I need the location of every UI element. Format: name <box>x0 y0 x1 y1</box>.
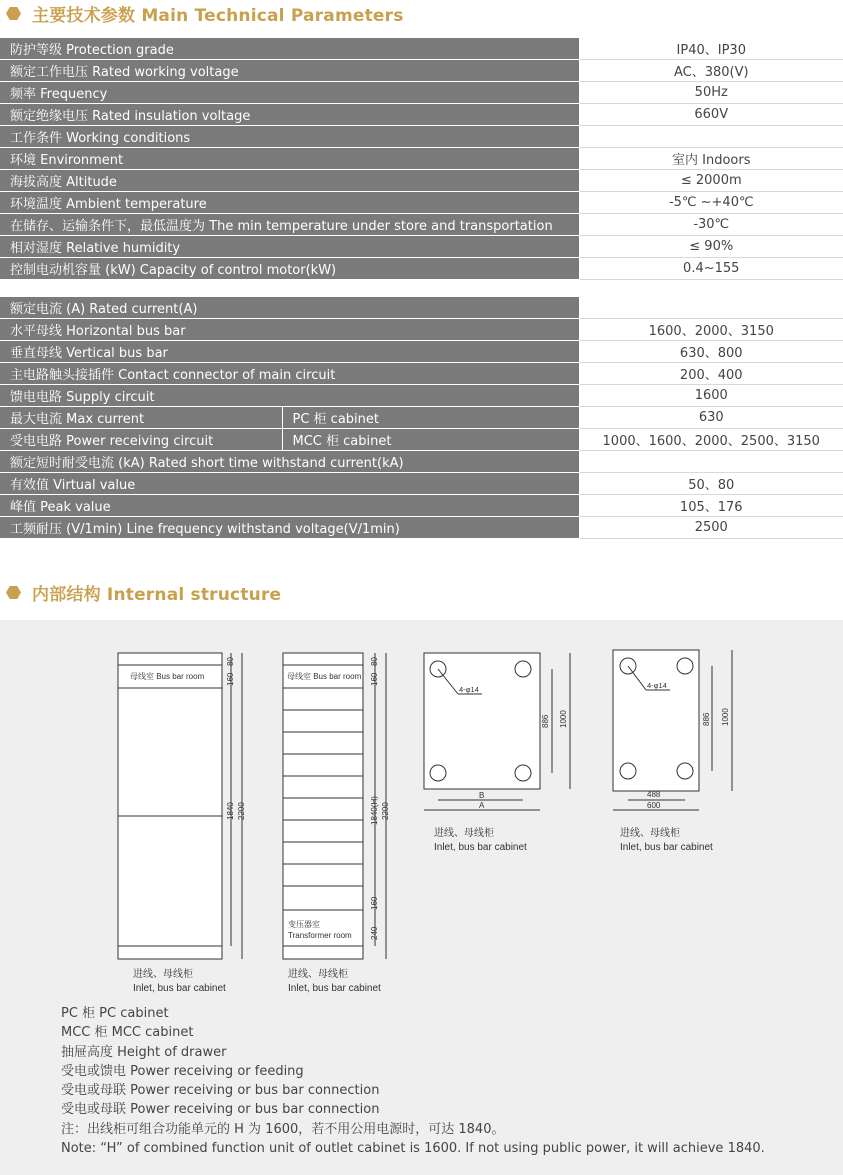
table-row <box>0 236 843 258</box>
row-value: 1600 <box>579 385 843 407</box>
caption-cn: 进线、母线柜 <box>620 828 680 839</box>
dim-label: 600 <box>647 801 661 810</box>
row-label: 峰值 Peak value <box>0 495 579 517</box>
table-row <box>0 363 843 385</box>
legend-notes <box>61 1004 765 1158</box>
table-row <box>0 192 843 214</box>
row-value: 200、400 <box>579 363 843 385</box>
row-label: 馈电电路 Supply circuit <box>0 385 579 407</box>
row-label: 工频耐压 (V/1min) Line frequency withstand voltage(V/1min) <box>0 517 579 539</box>
dim-label: 80 <box>370 657 379 666</box>
dim-label: 886 <box>541 714 550 728</box>
section-title: 主要技术参数 Main Technical Parameters <box>32 6 404 26</box>
legend-item: PC 柜 PC cabinet <box>61 1006 169 1021</box>
hole-label: 4-φ14 <box>459 685 479 694</box>
caption-en: Inlet, bus bar cabinet <box>288 983 381 994</box>
legend-item: 受电或母联 Power receiving or bus bar connection <box>61 1102 380 1118</box>
row-value <box>579 297 843 319</box>
dim-label: 160 <box>226 672 235 686</box>
row-label: 环境 Environment <box>0 148 579 170</box>
dim-label: 240 <box>370 926 379 940</box>
caption-cn: 进线、母线柜 <box>133 969 193 980</box>
section-title: 内部结构 Internal structure <box>32 585 282 605</box>
dim-label: 1840 <box>226 802 235 820</box>
row-label: 海拔高度 Altitude <box>0 170 579 192</box>
row-label: 防护等级 Protection grade <box>0 38 579 60</box>
legend-item: 受电或馈电 Power receiving or feeding <box>61 1063 304 1079</box>
table-row <box>0 407 843 429</box>
row-label: 相对湿度 Relative humidity <box>0 236 579 258</box>
row-value: 50、80 <box>579 473 843 495</box>
row-value: -5℃ ~+40℃ <box>579 192 843 214</box>
row-value: 0.4~155 <box>579 258 843 280</box>
row-value: 105、176 <box>579 495 843 517</box>
row-value: 2500 <box>579 517 843 539</box>
parameters-table-1 <box>0 38 843 280</box>
base-outline <box>613 650 699 791</box>
caption-en: Inlet, bus bar cabinet <box>133 983 226 994</box>
row-value <box>579 451 843 473</box>
hexagon-icon <box>6 586 21 599</box>
section-heading-internal-structure <box>6 580 281 605</box>
cabinet-outline <box>118 653 222 959</box>
note-en: Note: “H” of combined function unit of outlet cabinet is 1600. If not using public power, it will achieve 1840. <box>61 1141 765 1157</box>
row-value: 630 <box>579 407 843 429</box>
dim-label: 886 <box>702 712 711 726</box>
row-label: 额定电流 (A) Rated current(A) <box>0 297 579 319</box>
cabinet-elevation-drawing-2 <box>283 653 390 994</box>
dim-label: 2200 <box>381 802 390 820</box>
dim-label: 488 <box>647 790 661 799</box>
table-row <box>0 104 843 126</box>
table-row <box>0 258 843 280</box>
room-label: 母线室 Bus bar room <box>287 672 362 681</box>
table-row <box>0 495 843 517</box>
table-row <box>0 60 843 82</box>
table-row <box>0 451 843 473</box>
table-row <box>0 385 843 407</box>
row-label: 水平母线 Horizontal bus bar <box>0 319 579 341</box>
row-label-left: 受电电路 Power receiving circuit <box>0 429 282 451</box>
dim-label: 160 <box>370 672 379 686</box>
table-row <box>0 297 843 319</box>
cabinet-plan-drawing-3 <box>424 653 570 853</box>
row-label: 主电路触头接插件 Contact connector of main circuit <box>0 363 579 385</box>
table-row <box>0 214 843 236</box>
row-label: 额定短时耐受电流 (kA) Rated short time withstand current(kA) <box>0 451 579 473</box>
row-label-right: PC 柜 cabinet <box>282 407 579 429</box>
cabinet-outline <box>283 653 363 959</box>
transformer-label-cn: 变压器室 <box>288 920 320 929</box>
row-label: 垂直母线 Vertical bus bar <box>0 341 579 363</box>
row-label: 工作条件 Working conditions <box>0 126 579 148</box>
room-label: 母线室 Bus bar room <box>130 672 205 681</box>
dim-label: 80 <box>226 657 235 666</box>
legend-item: 抽屉高度 Height of drawer <box>61 1044 227 1060</box>
table-row <box>0 319 843 341</box>
transformer-label-en: Transformer room <box>288 931 352 940</box>
row-value: ≤ 2000m <box>579 170 843 192</box>
row-label-right: MCC 柜 cabinet <box>282 429 579 451</box>
hole-label: 4-φ14 <box>647 681 667 690</box>
row-value: ≤ 90% <box>579 236 843 258</box>
table-row <box>0 517 843 539</box>
row-label: 有效值 Virtual value <box>0 473 579 495</box>
table-row <box>0 170 843 192</box>
dim-label: B <box>479 791 485 800</box>
row-value: 1000、1600、2000、2500、3150 <box>579 429 843 451</box>
dim-label: 1000 <box>559 710 568 728</box>
row-label-left: 最大电流 Max current <box>0 407 282 429</box>
row-value: 630、800 <box>579 341 843 363</box>
table-row <box>0 341 843 363</box>
row-value: AC、380(V) <box>579 60 843 82</box>
cabinet-elevation-drawing-1 <box>118 653 246 994</box>
row-value: 1600、2000、3150 <box>579 319 843 341</box>
dim-label: 1840(H) <box>370 796 379 825</box>
caption-en: Inlet, bus bar cabinet <box>620 842 713 853</box>
note-cn: 注：出线柜可组合功能单元的 H 为 1600，若不用公用电源时，可达 1840。 <box>61 1121 505 1137</box>
hexagon-icon <box>6 7 21 20</box>
row-label: 控制电动机容量 (kW) Capacity of control motor(kW) <box>0 258 579 280</box>
row-label: 环境温度 Ambient temperature <box>0 192 579 214</box>
row-label: 在储存、运输条件下，最低温度为 The min temperature under store and transportation <box>0 214 579 236</box>
row-label: 额定工作电压 Rated working voltage <box>0 60 579 82</box>
dim-label: 2200 <box>237 802 246 820</box>
cabinet-plan-drawing-4 <box>613 650 732 853</box>
row-value: -30℃ <box>579 214 843 236</box>
caption-en: Inlet, bus bar cabinet <box>434 842 527 853</box>
section-heading-parameters <box>6 1 404 26</box>
legend-item: 受电或母联 Power receiving or bus bar connection <box>61 1083 380 1099</box>
table-row <box>0 148 843 170</box>
caption-cn: 进线、母线柜 <box>288 969 348 980</box>
table-row <box>0 82 843 104</box>
table-row <box>0 473 843 495</box>
table-row <box>0 38 843 60</box>
row-label: 额定绝缘电压 Rated insulation voltage <box>0 104 579 126</box>
row-value: 室内 Indoors <box>579 148 843 170</box>
row-value <box>579 126 843 148</box>
dim-label: A <box>479 801 485 810</box>
dim-label: 1000 <box>721 708 730 726</box>
row-value: IP40、IP30 <box>579 38 843 60</box>
table-row <box>0 126 843 148</box>
row-label: 频率 Frequency <box>0 82 579 104</box>
caption-cn: 进线、母线柜 <box>434 828 494 839</box>
dim-label: 160 <box>370 896 379 910</box>
row-value: 660V <box>579 104 843 126</box>
parameters-table-2 <box>0 297 843 539</box>
table-row <box>0 429 843 451</box>
legend-item: MCC 柜 MCC cabinet <box>61 1025 194 1041</box>
row-value: 50Hz <box>579 82 843 104</box>
